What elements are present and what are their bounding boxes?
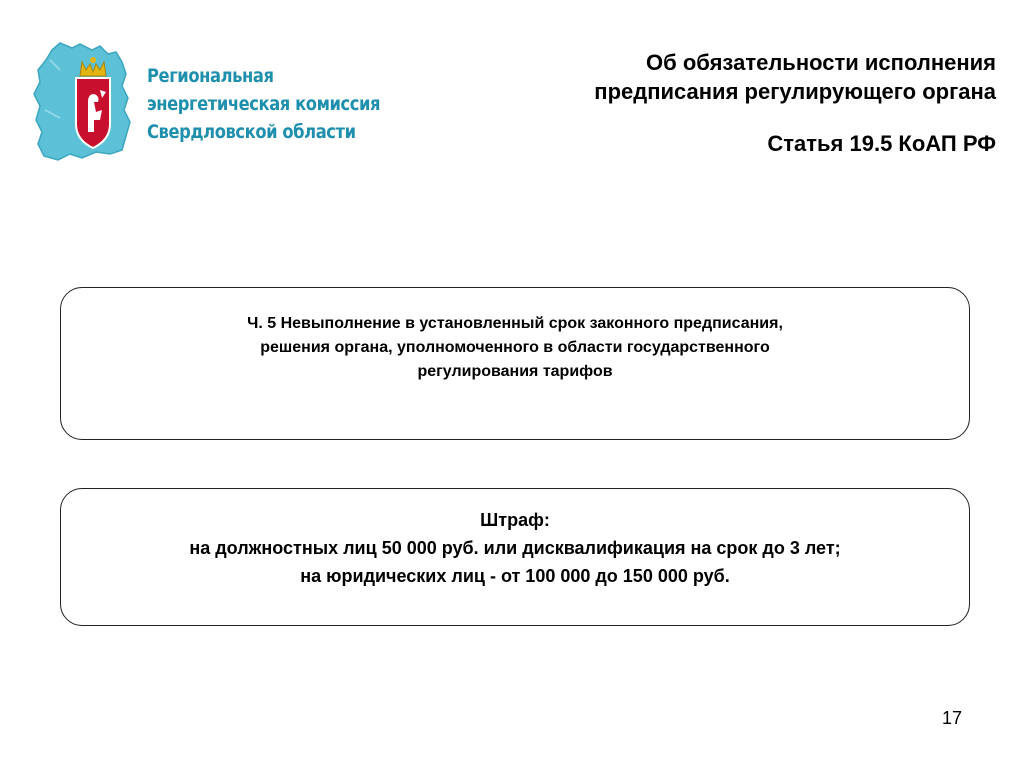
article-line-2: решения органа, уполномоченного в области государственного xyxy=(260,338,770,356)
penalty-text xyxy=(189,506,840,590)
title-line-2: предписания регулирующего органа xyxy=(594,79,996,104)
page-subtitle: Статья 19.5 КоАП РФ xyxy=(767,131,996,156)
penalty-line-1: на должностных лиц 50 000 руб. или дисквалификация на срок до 3 лет; xyxy=(189,538,841,558)
sverdlovsk-region-map-icon xyxy=(30,40,135,165)
penalty-heading: Штраф: xyxy=(480,510,550,530)
penalty-line-2: на юридических лиц - от 100 000 до 150 000 руб. xyxy=(300,566,730,586)
page-title xyxy=(436,48,996,106)
penalty-box xyxy=(60,488,970,626)
logo-line-2: энергетическая комиссия xyxy=(147,93,381,115)
article-line-1: Ч. 5 Невыполнение в установленный срок законного предписания, xyxy=(247,314,783,332)
logo-line-1: Региональная xyxy=(147,65,274,87)
logo-text xyxy=(147,62,380,146)
page-number: 17 xyxy=(941,708,962,728)
logo-line-3: Свердловской области xyxy=(147,121,356,143)
article-text xyxy=(165,312,865,384)
article-box xyxy=(60,287,970,440)
rek-logo xyxy=(30,40,400,165)
title-line-1: Об обязательности исполнения xyxy=(646,50,996,75)
article-line-3: регулирования тарифов xyxy=(417,362,613,380)
